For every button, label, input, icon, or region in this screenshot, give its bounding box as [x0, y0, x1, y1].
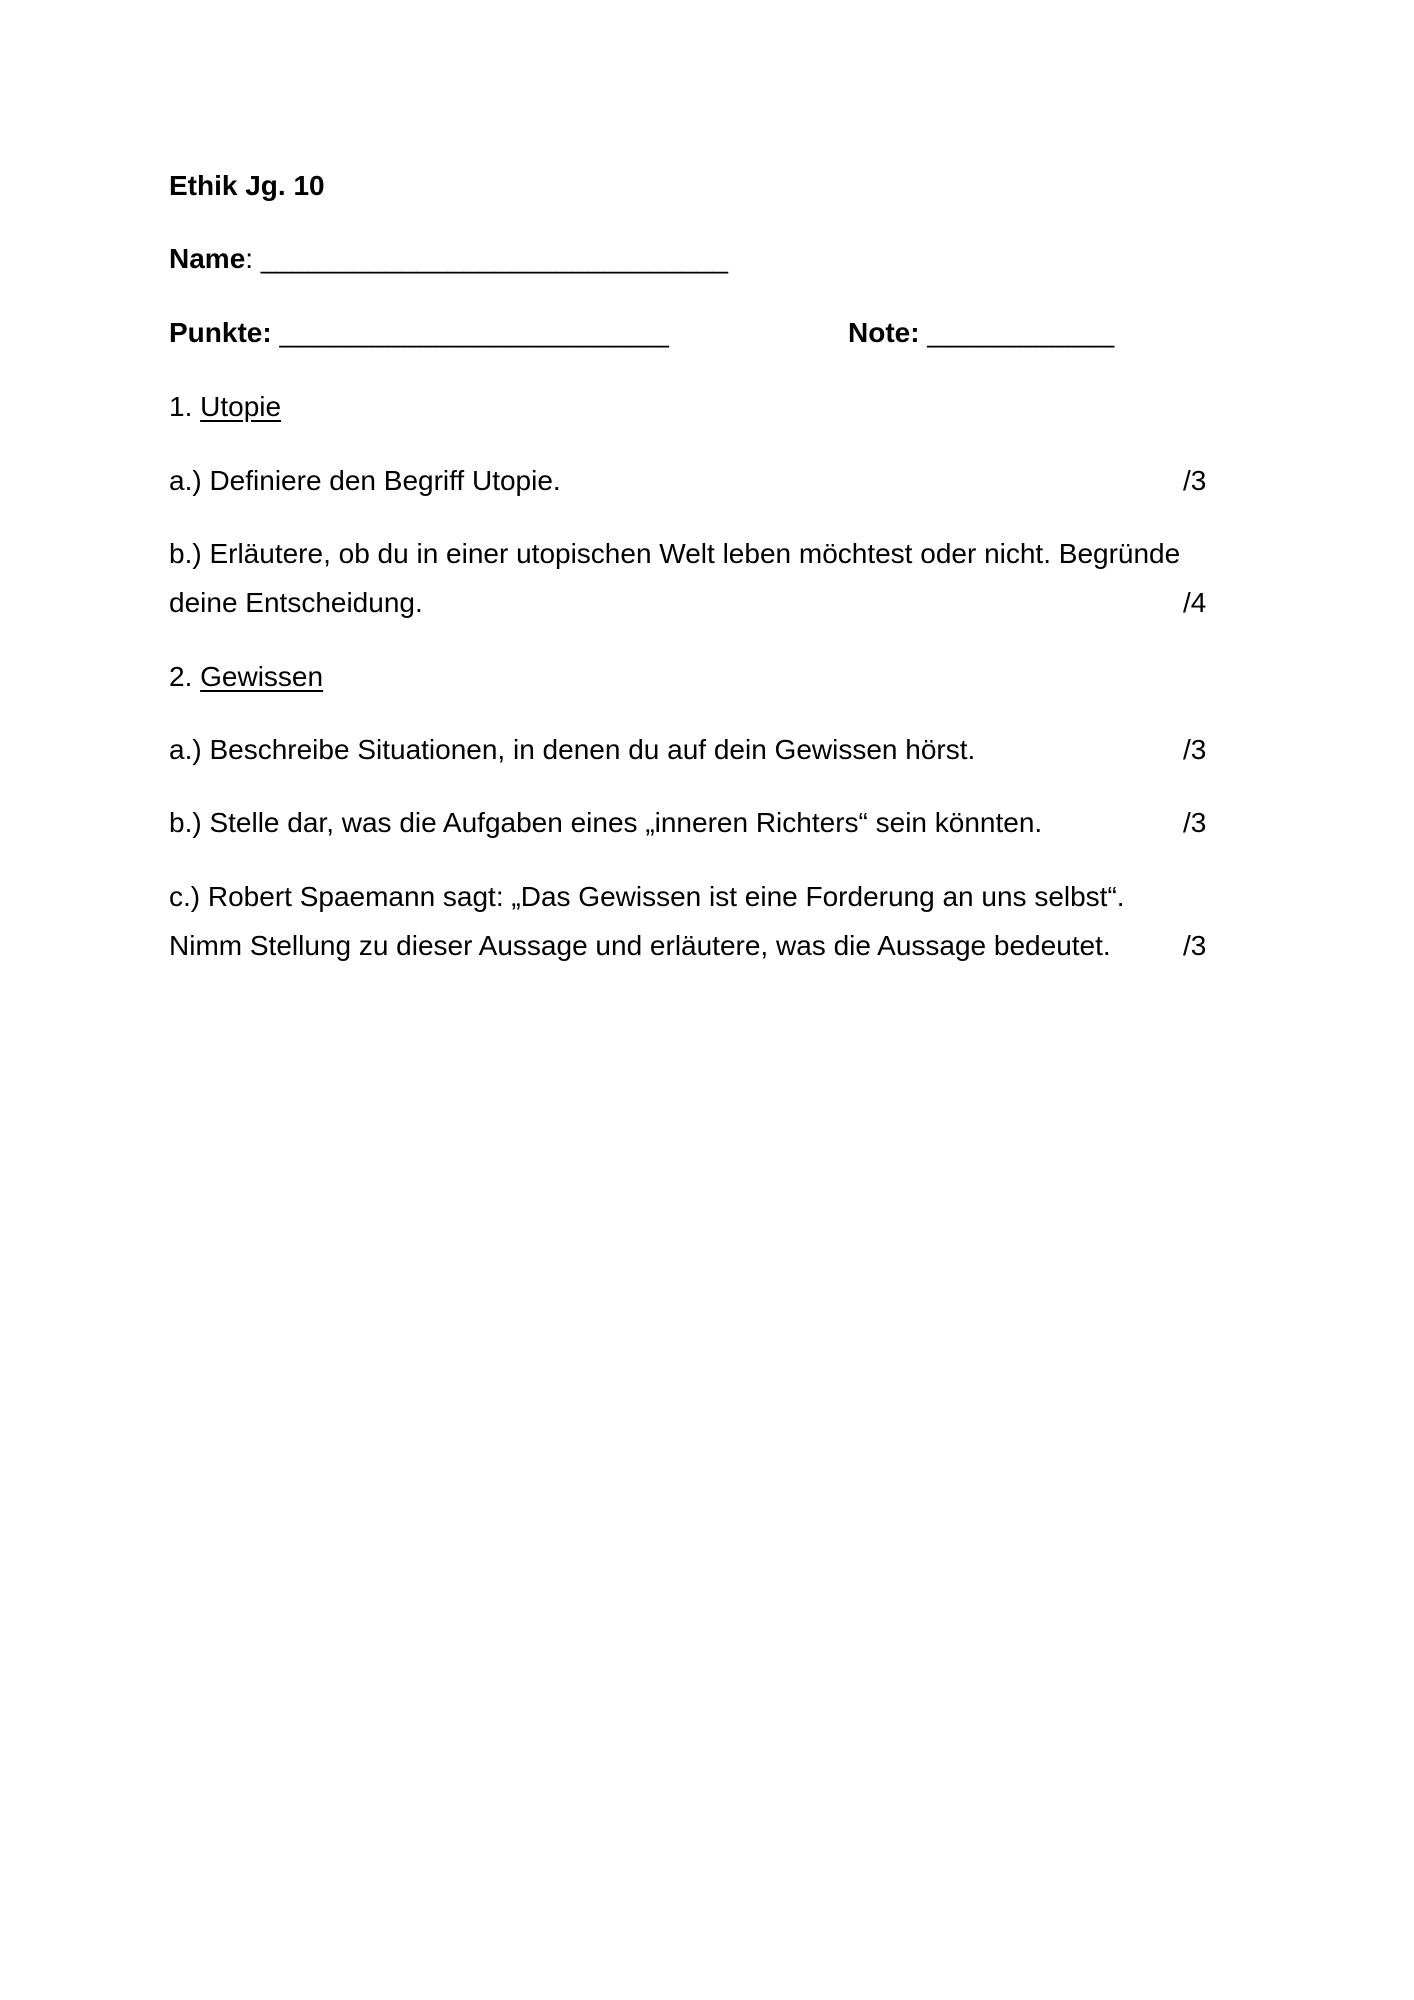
note-blank[interactable]: ____________: [927, 317, 1115, 348]
task-1b-text-line2: deine Entscheidung.: [169, 587, 423, 618]
worksheet-title: Ethik Jg. 10: [169, 170, 325, 201]
task-2c-text-line1: c.) Robert Spaemann sagt: „Das Gewissen ist eine Forderung an uns selbst“.: [169, 881, 1125, 912]
section-title: Gewissen: [200, 661, 324, 692]
section-heading-gewissen: [169, 660, 323, 694]
punkte-blank[interactable]: _________________________: [279, 317, 669, 348]
task-2a-text: a.) Beschreibe Situationen, in denen du auf dein Gewissen hörst.: [169, 734, 976, 765]
name-label: Name: [169, 243, 246, 274]
name-blank[interactable]: ______________________________: [260, 243, 728, 274]
note-row: [848, 316, 1114, 350]
task-1b-text-line1: b.) Erläutere, ob du in einer utopischen Welt leben möchtest oder nicht. Begründe: [169, 538, 1181, 569]
section-number: 1.: [169, 391, 193, 422]
punkte-label: Punkte:: [169, 317, 272, 348]
section-heading-utopie: [169, 390, 281, 424]
name-colon: :: [245, 243, 254, 274]
task-2b-text: b.) Stelle dar, was die Aufgaben eines „inneren Richters“ sein könnten.: [169, 807, 1043, 838]
task-2c-text-line2: Nimm Stellung zu dieser Aussage und erläutere, was die Aussage bedeutet.: [169, 930, 1111, 961]
task-2c-points: /3: [1183, 930, 1207, 961]
note-label: Note:: [848, 317, 920, 348]
task-2a-points: /3: [1183, 734, 1207, 765]
punkte-row: [169, 316, 669, 350]
name-row: [169, 242, 728, 276]
task-2b-points: /3: [1183, 807, 1207, 838]
task-1a-points: /3: [1183, 465, 1207, 496]
section-number: 2.: [169, 661, 193, 692]
task-1a-text: a.) Definiere den Begriff Utopie.: [169, 465, 561, 496]
section-title: Utopie: [200, 391, 282, 422]
task-1b-points: /4: [1183, 587, 1207, 618]
